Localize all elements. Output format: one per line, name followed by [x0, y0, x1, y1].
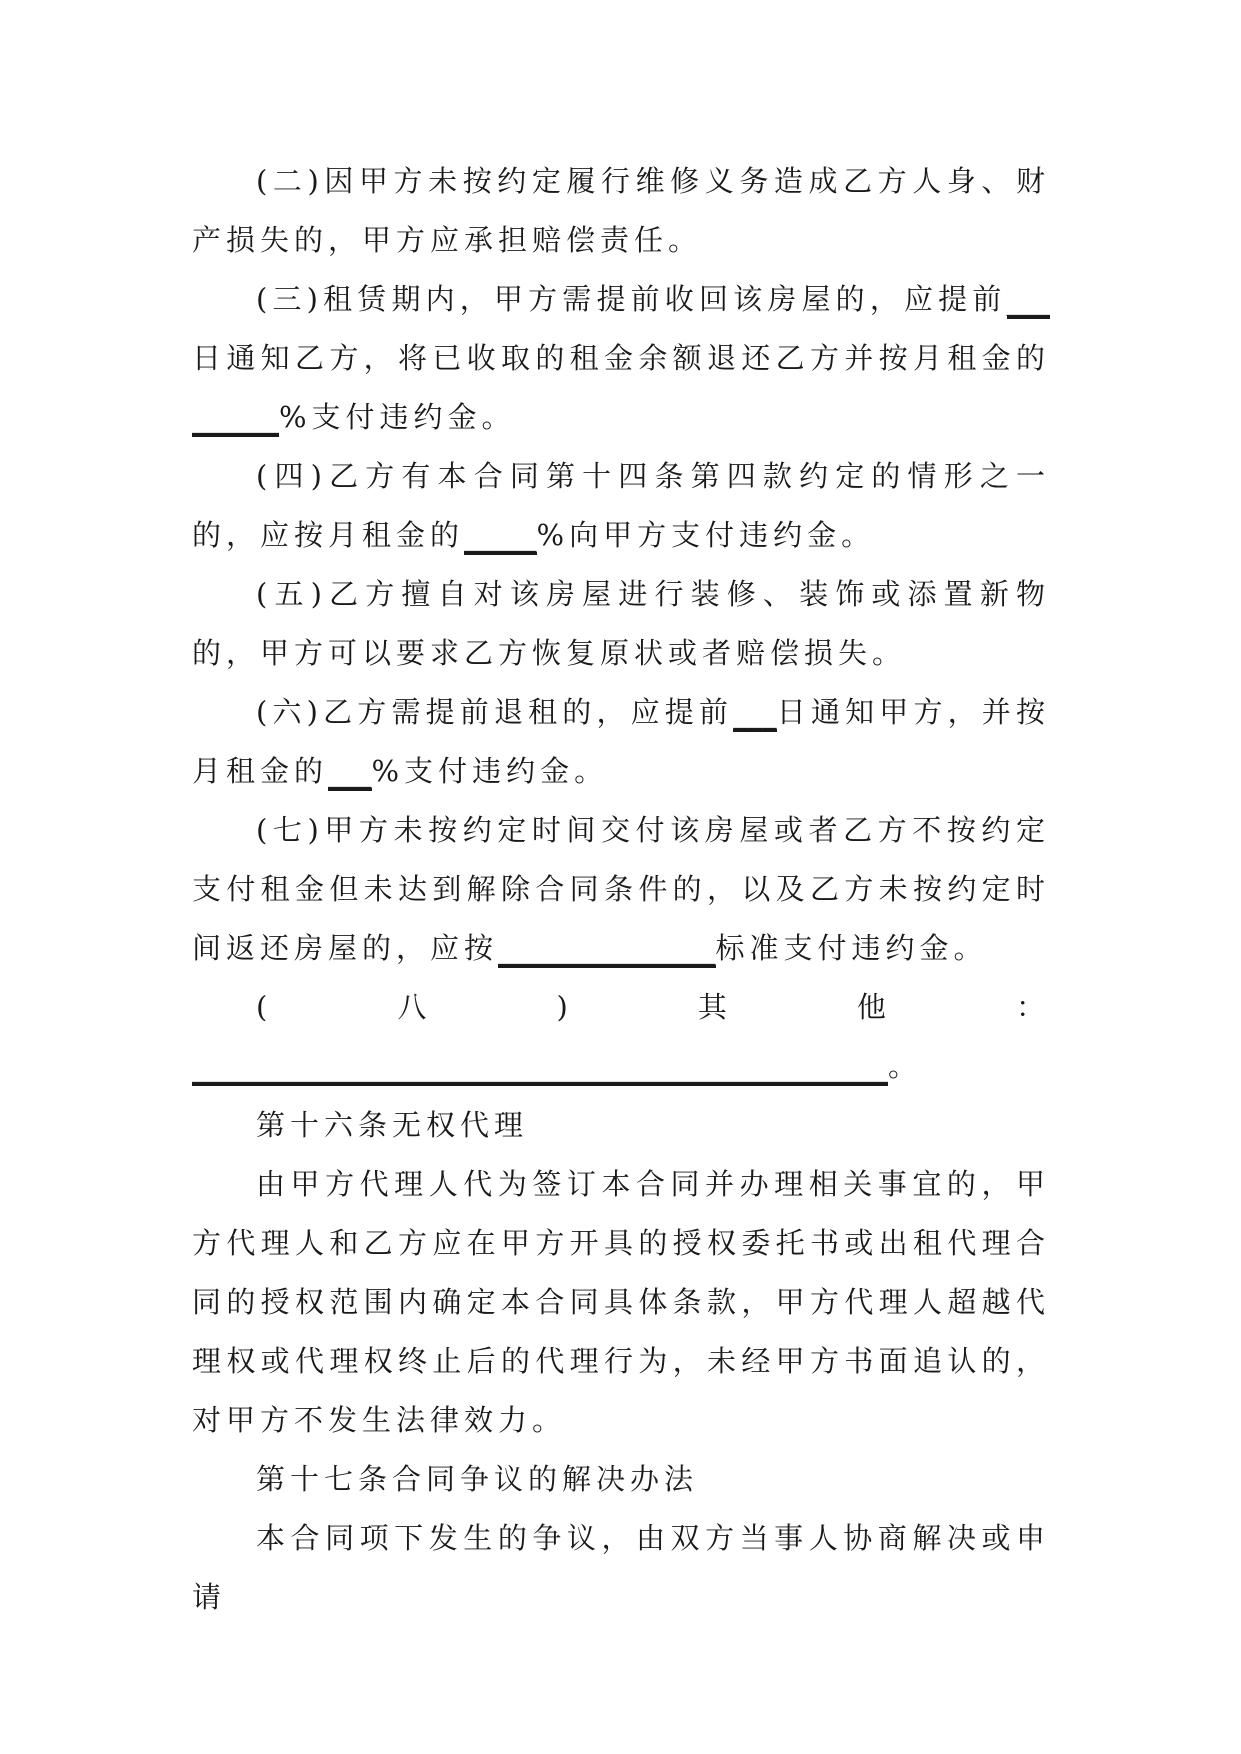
clause-2-text: (二)因甲方未按约定履行维修义务造成乙方人身、财产损失的，甲方应承担赔偿责任。	[192, 164, 1050, 257]
clause-5-text: (五)乙方擅自对该房屋进行装修、装饰或添置新物的，甲方可以要求乙方恢复原状或者赔偿损失。	[192, 577, 1050, 670]
article-17-title: 第十七条合同争议的解决办法	[256, 1462, 699, 1496]
clause-4-text-b: %向甲方支付违约金。	[536, 518, 876, 552]
clause-3-text-c: %支付违约金。	[279, 400, 516, 434]
clause-6-text-a: (六)乙方需提前退租的，应提前	[256, 695, 734, 729]
article-17-body	[192, 1509, 1050, 1627]
clause-3-text-b: 日通知乙方，将已收取的租金余额退还乙方并按月租金的	[192, 341, 1050, 375]
clause-7	[192, 801, 1050, 978]
document-body	[192, 152, 1050, 1627]
clause-6-text-b: 日通知甲方，并按月租金的	[192, 695, 1050, 788]
clause-6-text-c: %支付违约金。	[371, 754, 609, 788]
article-16-title: 第十六条无权代理	[256, 1108, 529, 1142]
clause-4	[192, 447, 1050, 565]
clause-8-text-a: (八)其他：	[256, 990, 1050, 1024]
clause-3	[192, 270, 1050, 447]
blank-penalty-percent: ______	[192, 400, 279, 437]
clause-7-text-b: 标准支付违约金。	[715, 931, 988, 965]
blank-penalty-percent: _____	[464, 518, 537, 555]
blank-penalty-standard: _______________	[498, 931, 716, 968]
clause-7-text-a: (七)甲方未按约定时间交付该房屋或者乙方不按约定支付租金但未达到解除合同条件的，以及乙方未按约定时间返还房屋的，应按	[192, 813, 1050, 965]
article-16-text: 由甲方代理人代为签订本合同并办理相关事宜的，甲方代理人和乙方应在甲方开具的授权委托书或出租代理合同的授权范围内确定本合同具体条款，甲方代理人超越代理权或代理权终止后的代理行为，未经甲方书面追认的，对甲方不发生法律效力。	[192, 1167, 1050, 1437]
article-17-text: 本合同项下发生的争议，由双方当事人协商解决或申请	[192, 1521, 1050, 1614]
blank-other-terms: ________________________________________________	[192, 1049, 888, 1086]
clause-6	[192, 683, 1050, 801]
blank-penalty-percent: ___	[328, 754, 372, 791]
blank-notice-days: ___	[733, 695, 777, 732]
article-16-heading	[192, 1096, 1050, 1155]
clause-8-text-b: 。	[888, 1049, 923, 1083]
clause-5	[192, 565, 1050, 683]
article-17-heading	[192, 1450, 1050, 1509]
blank-notice-days: ___	[1007, 282, 1051, 319]
clause-4-text-a: (四)乙方有本合同第十四条第四款约定的情形之一的，应按月租金的	[192, 459, 1050, 552]
clause-3-text-a: (三)租赁期内，甲方需提前收回该房屋的，应提前	[256, 282, 1007, 316]
clause-8	[192, 978, 1050, 1096]
clause-2	[192, 152, 1050, 270]
article-16-body	[192, 1155, 1050, 1450]
